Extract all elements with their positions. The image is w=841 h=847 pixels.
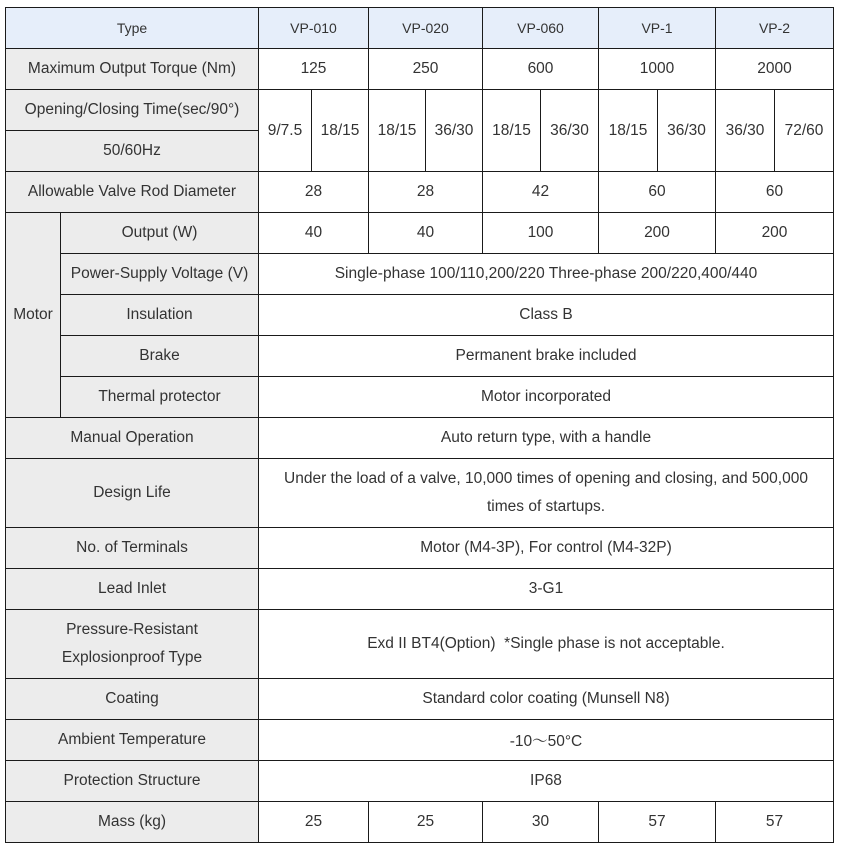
protection-label: Protection Structure xyxy=(6,761,259,802)
time-value: 36/30 xyxy=(541,90,599,172)
thermal-row xyxy=(6,377,834,418)
torque-value: 600 xyxy=(483,49,599,90)
model-header-vp1: VP-1 xyxy=(599,8,716,49)
torque-row xyxy=(6,49,834,90)
terminals-value: Motor (M4-3P), For control (M4-32P) xyxy=(259,528,834,569)
time-value: 72/60 xyxy=(775,90,834,172)
time-row xyxy=(6,90,834,131)
torque-value: 2000 xyxy=(716,49,834,90)
rod-value: 60 xyxy=(716,172,834,213)
mass-label: Mass (kg) xyxy=(6,802,259,843)
inlet-value: 3-G1 xyxy=(259,569,834,610)
coating-row xyxy=(6,679,834,720)
rod-value: 60 xyxy=(599,172,716,213)
explosion-label xyxy=(6,610,259,679)
explosion-row xyxy=(6,610,834,679)
brake-value: Permanent brake included xyxy=(259,336,834,377)
rod-value: 28 xyxy=(259,172,369,213)
time-value: 36/30 xyxy=(426,90,483,172)
ambient-row xyxy=(6,720,834,761)
insulation-label: Insulation xyxy=(61,295,259,336)
motor-group-label: Motor xyxy=(6,213,61,418)
manual-value: Auto return type, with a handle xyxy=(259,418,834,459)
output-value: 40 xyxy=(259,213,369,254)
output-value: 40 xyxy=(369,213,483,254)
time-value: 36/30 xyxy=(716,90,775,172)
voltage-row xyxy=(6,254,834,295)
mass-value: 25 xyxy=(259,802,369,843)
manual-label: Manual Operation xyxy=(6,418,259,459)
coating-value: Standard color coating (Munsell N8) xyxy=(259,679,834,720)
coating-label: Coating xyxy=(6,679,259,720)
rod-value: 42 xyxy=(483,172,599,213)
inlet-row xyxy=(6,569,834,610)
header-row xyxy=(6,8,834,49)
output-value: 200 xyxy=(716,213,834,254)
ambient-value: -10～50°C xyxy=(259,720,834,761)
mass-value: 30 xyxy=(483,802,599,843)
insulation-row xyxy=(6,295,834,336)
model-header-vp010: VP-010 xyxy=(259,8,369,49)
time-value: 18/15 xyxy=(599,90,658,172)
mass-row xyxy=(6,802,834,843)
model-header-vp060: VP-060 xyxy=(483,8,599,49)
explosion-label-line2: Explosionproof Type xyxy=(61,649,203,666)
frequency-label: 50/60Hz xyxy=(6,131,259,172)
time-value: 36/30 xyxy=(658,90,716,172)
rod-row xyxy=(6,172,834,213)
output-label: Output (W) xyxy=(61,213,259,254)
torque-value: 125 xyxy=(259,49,369,90)
manual-row xyxy=(6,418,834,459)
protection-value: IP68 xyxy=(259,761,834,802)
life-value: Under the load of a valve, 10,000 times of opening and closing, and 500,000 times of startups. xyxy=(259,459,834,528)
terminals-label: No. of Terminals xyxy=(6,528,259,569)
life-label: Design Life xyxy=(6,459,259,528)
torque-value: 250 xyxy=(369,49,483,90)
explosion-label-line1: Pressure-Resistant xyxy=(66,621,198,638)
voltage-label: Power-Supply Voltage (V) xyxy=(61,254,259,295)
time-label: Opening/Closing Time(sec/90°) xyxy=(6,90,259,131)
rod-label: Allowable Valve Rod Diameter xyxy=(6,172,259,213)
mass-value: 57 xyxy=(716,802,834,843)
motor-output-row xyxy=(6,213,834,254)
ambient-label: Ambient Temperature xyxy=(6,720,259,761)
time-value: 18/15 xyxy=(369,90,426,172)
rod-value: 28 xyxy=(369,172,483,213)
model-header-vp2: VP-2 xyxy=(716,8,834,49)
protection-row xyxy=(6,761,834,802)
model-header-vp020: VP-020 xyxy=(369,8,483,49)
terminals-row xyxy=(6,528,834,569)
spec-table xyxy=(5,7,834,843)
insulation-value: Class B xyxy=(259,295,834,336)
thermal-label: Thermal protector xyxy=(61,377,259,418)
torque-label: Maximum Output Torque (Nm) xyxy=(6,49,259,90)
time-value: 18/15 xyxy=(312,90,369,172)
voltage-value: Single-phase 100/110,200/220 Three-phase 200/220,400/440 xyxy=(259,254,834,295)
type-header: Type xyxy=(6,8,259,49)
time-value: 9/7.5 xyxy=(259,90,312,172)
mass-value: 25 xyxy=(369,802,483,843)
time-value: 18/15 xyxy=(483,90,541,172)
thermal-value: Motor incorporated xyxy=(259,377,834,418)
brake-row xyxy=(6,336,834,377)
output-value: 200 xyxy=(599,213,716,254)
brake-label: Brake xyxy=(61,336,259,377)
mass-value: 57 xyxy=(599,802,716,843)
output-value: 100 xyxy=(483,213,599,254)
inlet-label: Lead Inlet xyxy=(6,569,259,610)
life-row xyxy=(6,459,834,528)
explosion-value: Exd II BT4(Option) *Single phase is not acceptable. xyxy=(259,610,834,679)
torque-value: 1000 xyxy=(599,49,716,90)
